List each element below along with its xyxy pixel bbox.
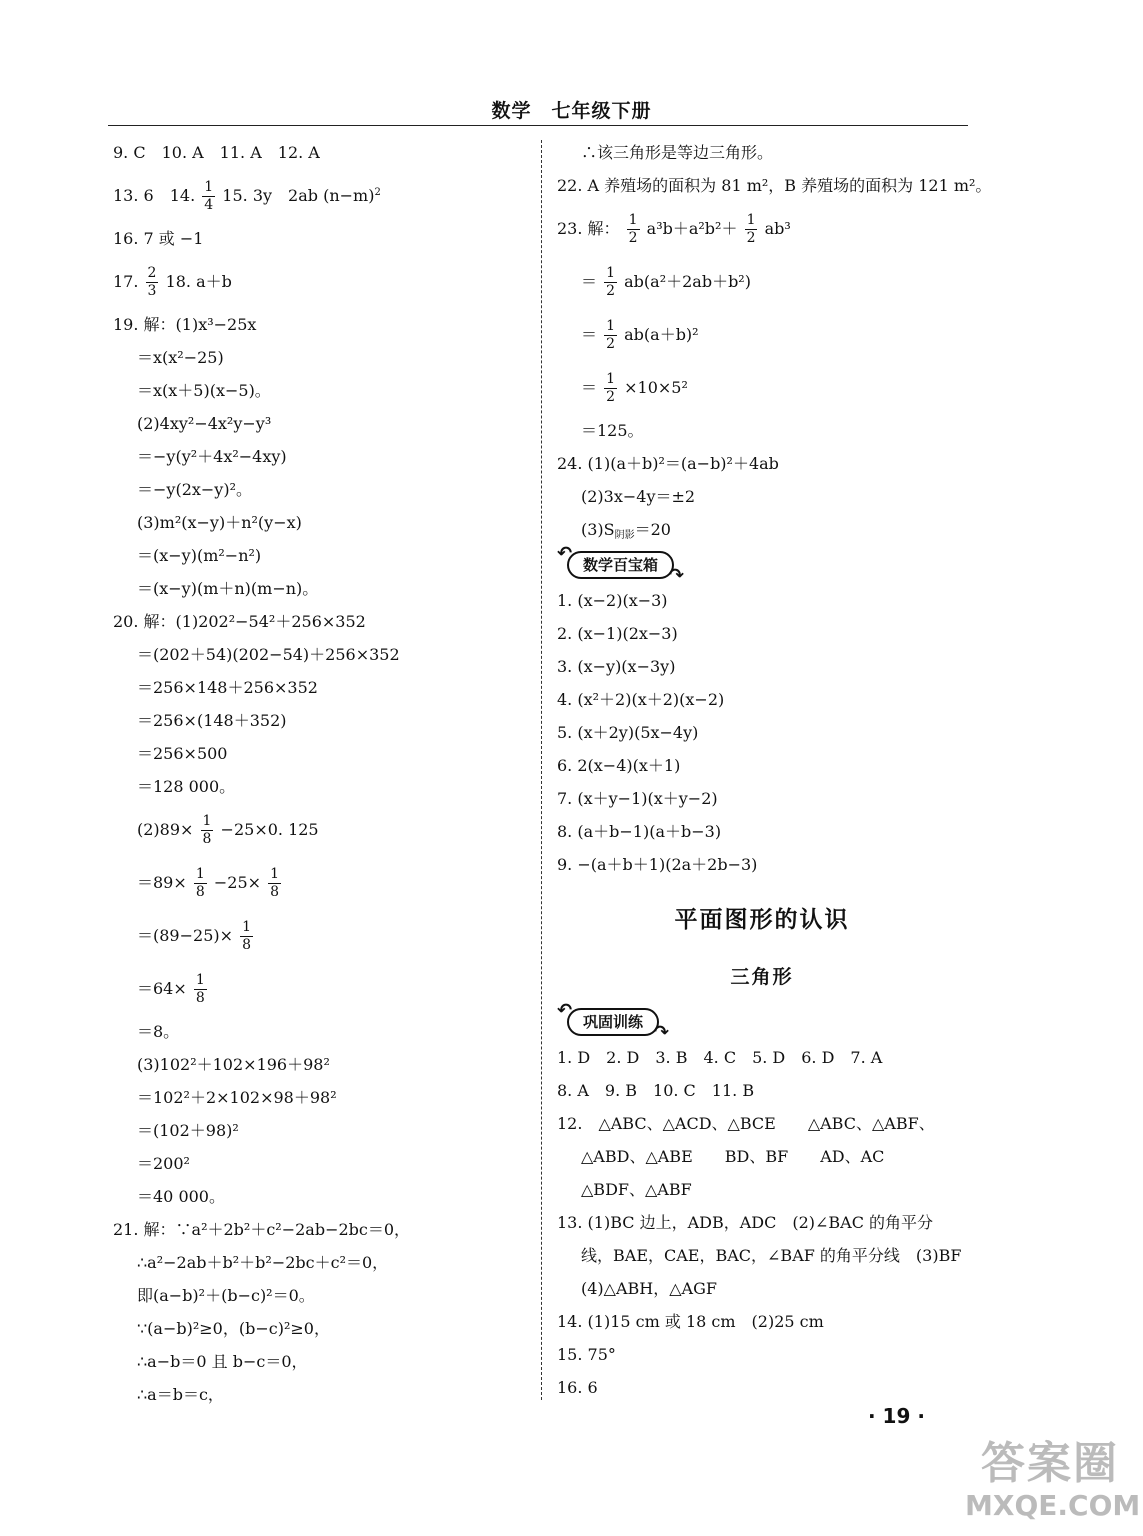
solution-line: (3)102²＋102×196＋98² — [137, 1055, 330, 1074]
solution-line: (2)4xy²−4x²y−y³ — [137, 414, 272, 433]
text: ab³ — [764, 219, 791, 238]
solution-line: 即(a−b)²＋(b−c)²＝0。 — [137, 1286, 315, 1305]
numerator: 1 — [270, 866, 280, 882]
answer-line: 线，BAE，CAE，BAC，∠BAF 的角平分线 (3)BF — [581, 1246, 962, 1265]
answer-line — [113, 255, 523, 308]
section-badge-practice: ↶ 巩固训练 ↷ — [567, 1008, 659, 1036]
fraction — [604, 265, 617, 300]
left-column — [113, 136, 523, 1411]
answer-line: 8. A 9. B 10. C 11. B — [557, 1081, 755, 1100]
solution-line: ＝(102＋98)² — [137, 1121, 239, 1140]
fraction — [146, 265, 159, 300]
denominator: 4 — [204, 197, 214, 213]
watermark-text: 答案圈 — [981, 1438, 1119, 1489]
watermark-logo — [965, 1438, 1141, 1522]
solution-line: ＝256×148＋256×352 — [137, 678, 318, 697]
fraction — [194, 866, 207, 901]
watermark-url: MXQE.COM — [965, 1489, 1141, 1522]
denominator: 2 — [746, 230, 756, 246]
section-badge-row — [557, 546, 967, 584]
answer-line: 14. (1)15 cm 或 18 cm (2)25 cm — [557, 1312, 824, 1331]
answer-line: 24. (1)(a＋b)²＝(a−b)²＋4ab — [557, 454, 779, 473]
page-number: · 19 · — [868, 1404, 925, 1428]
solution-line: ＝8。 — [137, 1022, 180, 1041]
solution-line: ＝256×500 — [137, 744, 228, 763]
text: (2)89× — [137, 820, 194, 839]
right-column — [557, 136, 992, 1404]
text: 23. 解： — [557, 219, 620, 238]
column-divider — [541, 140, 542, 1400]
answer-line: 5. (x＋2y)(5x−4y) — [557, 723, 699, 742]
solution-line: (3)m²(x−y)＋n²(y−x) — [137, 513, 302, 532]
solution-line: 21. 解：∵a²＋2b²＋c²−2ab−2bc＝0， — [113, 1220, 411, 1239]
subscript: 阴影 — [614, 530, 635, 541]
fraction — [604, 371, 617, 406]
text: −25× — [213, 873, 262, 892]
answer-line: 22. A 养殖场的面积为 81 m²，B 养殖场的面积为 121 m²。 — [557, 176, 992, 195]
denominator: 2 — [606, 389, 616, 405]
text: ＝ — [581, 378, 598, 397]
text: ab(a＋b)² — [624, 325, 699, 344]
solution-line: ＝128 000。 — [137, 777, 236, 796]
text: −25×0. 125 — [220, 820, 319, 839]
answer-line: △BDF、△ABF — [581, 1180, 692, 1199]
answer-line: △ABD、△ABE BD、BF AD、AC — [581, 1147, 885, 1166]
numerator: 1 — [242, 919, 252, 935]
solution-line: 19. 解：(1)x³−25x — [113, 315, 257, 334]
text: ＝ — [581, 272, 598, 291]
denominator: 3 — [147, 283, 157, 299]
solution-line: ＝200² — [137, 1154, 190, 1173]
text: ×10×5² — [624, 378, 688, 397]
header-rule — [108, 125, 968, 126]
superscript: 2 — [374, 187, 381, 198]
solution-line: ＝256×(148＋352) — [137, 711, 287, 730]
text: ＝(89−25)× — [137, 926, 234, 945]
fraction — [627, 212, 640, 247]
text: (3)S — [581, 520, 615, 539]
answer-line: 9. −(a＋b＋1)(2a＋2b−3) — [557, 855, 758, 874]
fraction — [202, 179, 215, 214]
text: 17. — [113, 272, 139, 291]
answer-line: 6. 2(x−4)(x＋1) — [557, 756, 681, 775]
solution-line — [113, 909, 523, 962]
solution-line: ＝(202＋54)(202−54)＋256×352 — [137, 645, 400, 664]
answer-line: 9. C 10. A 11. A 12. A — [113, 143, 320, 162]
text: ＝89× — [137, 873, 187, 892]
solution-line — [557, 255, 967, 308]
solution-line: ∴a−b＝0 且 b−c＝0， — [137, 1352, 308, 1371]
answer-line: 2. (x−1)(2x−3) — [557, 624, 678, 643]
fraction — [240, 919, 253, 954]
text: ＝64× — [137, 979, 187, 998]
denominator: 2 — [628, 230, 638, 246]
denominator: 8 — [202, 831, 212, 847]
text: 15. 3y 2ab (n−m) — [222, 186, 375, 205]
text: 13. 6 14. — [113, 186, 196, 205]
solution-line: ＝x(x²−25) — [137, 348, 224, 367]
section-title: 平面图形的认识 — [674, 907, 850, 933]
text: a³b＋a²b²＋ — [646, 219, 738, 238]
solution-line: ＝−y(2x−y)²。 — [137, 480, 252, 499]
solution-line: ∴该三角形是等边三角形。 — [581, 143, 774, 162]
solution-line: ＝125。 — [581, 421, 644, 440]
fraction — [194, 972, 207, 1007]
solution-line — [113, 856, 523, 909]
solution-line: ＝(x−y)(m＋n)(m−n)。 — [137, 579, 319, 598]
text: ＝ — [581, 325, 598, 344]
solution-line: ＝102²＋2×102×98＋98² — [137, 1088, 337, 1107]
numerator: 1 — [628, 212, 638, 228]
solution-line: ＝x(x＋5)(x−5)。 — [137, 381, 271, 400]
solution-line: ∴a²−2ab＋b²＋b²−2bc＋c²＝0， — [137, 1253, 389, 1272]
answer-line: (2)3x−4y＝±2 — [581, 487, 696, 506]
numerator: 1 — [606, 318, 616, 334]
solution-line: ∴a＝b＝c， — [137, 1385, 224, 1404]
answer-line: 7. (x＋y−1)(x＋y−2) — [557, 789, 718, 808]
fraction — [268, 866, 281, 901]
numerator: 1 — [746, 212, 756, 228]
answer-line — [113, 169, 523, 222]
answer-line: 1. D 2. D 3. B 4. C 5. D 6. D 7. A — [557, 1048, 883, 1067]
numerator: 1 — [606, 371, 616, 387]
answer-line: 1. (x−2)(x−3) — [557, 591, 668, 610]
text: ＝20 — [634, 520, 671, 539]
denominator: 8 — [270, 884, 280, 900]
solution-line: 20. 解：(1)202²−54²＋256×352 — [113, 612, 366, 631]
text: 18. a＋b — [165, 272, 232, 291]
solution-line: ∵(a−b)²≥0，(b−c)²≥0， — [137, 1319, 330, 1338]
numerator: 1 — [204, 179, 214, 195]
page-header-title: 数学 七年级下册 — [491, 100, 652, 122]
fraction — [201, 813, 214, 848]
answer-line: (4)△ABH，△AGF — [581, 1279, 717, 1298]
denominator: 8 — [195, 884, 205, 900]
solution-line: ＝(x−y)(m²−n²) — [137, 546, 262, 565]
denominator: 8 — [242, 937, 252, 953]
denominator: 8 — [195, 990, 205, 1006]
text: ab(a²＋2ab＋b²) — [624, 272, 751, 291]
solution-line — [113, 803, 523, 856]
denominator: 2 — [606, 336, 616, 352]
solution-line — [557, 308, 967, 361]
answer-line: 15. 75° — [557, 1345, 616, 1364]
solution-line — [557, 202, 967, 255]
solution-line: ＝40 000。 — [137, 1187, 225, 1206]
fraction — [745, 212, 758, 247]
answer-line: 3. (x−y)(x−3y) — [557, 657, 676, 676]
answer-line: 8. (a＋b−1)(a＋b−3) — [557, 822, 722, 841]
numerator: 1 — [195, 866, 205, 882]
solution-line — [113, 962, 523, 1015]
subsection-title: 三角形 — [730, 966, 794, 988]
numerator: 1 — [202, 813, 212, 829]
answer-line — [557, 513, 967, 546]
answer-line: 4. (x²＋2)(x＋2)(x−2) — [557, 690, 725, 709]
solution-line: ＝−y(y²＋4x²−4xy) — [137, 447, 287, 466]
answer-line: 12. △ABC、△ACD、△BCE △ABC、△ABF、 — [557, 1114, 935, 1133]
denominator: 2 — [606, 283, 616, 299]
numerator: 1 — [606, 265, 616, 281]
fraction — [604, 318, 617, 353]
solution-line — [557, 361, 967, 414]
answer-line: 16. 6 — [557, 1378, 598, 1397]
section-badge-math-treasure: ↶ 数学百宝箱 ↷ — [567, 551, 674, 579]
numerator: 2 — [147, 265, 157, 281]
answer-line: 16. 7 或 −1 — [113, 229, 204, 248]
answer-line: 13. (1)BC 边上，ADB，ADC (2)∠BAC 的角平分 — [557, 1213, 934, 1232]
spacer — [557, 881, 967, 889]
numerator: 1 — [195, 972, 205, 988]
section-badge-row — [557, 1003, 967, 1041]
